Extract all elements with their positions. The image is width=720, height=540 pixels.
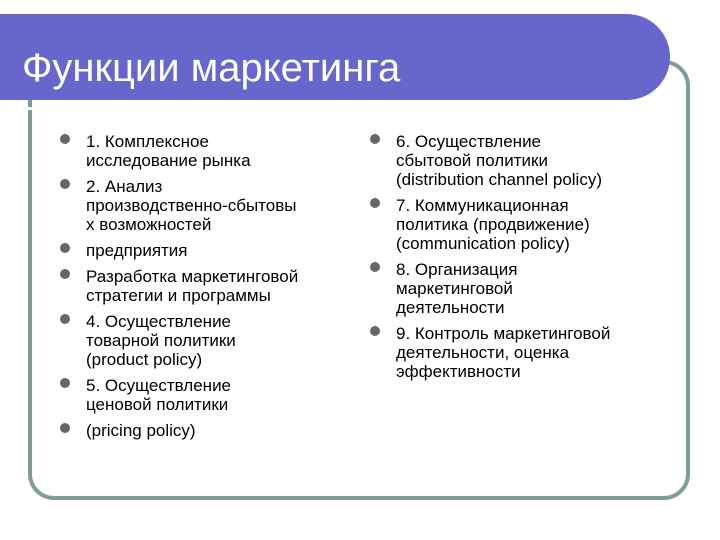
list-item-line: стратегии и программы (86, 286, 271, 305)
list-item-line: производственно-сбытовы (86, 196, 297, 215)
list-item-line: 9. Контроль маркетинговой (396, 324, 611, 343)
list-item-line: предприятия (86, 241, 188, 260)
right-bullet-list (370, 132, 660, 381)
list-item-line: х возможностей (86, 215, 212, 234)
list-item-line: сбытовой политики (396, 151, 548, 170)
list-item-line: 2. Анализ (86, 177, 163, 196)
right-column (370, 132, 660, 388)
list-item-line: маркетинговой (396, 279, 513, 298)
bullet-icon (60, 378, 70, 388)
title-underline (0, 107, 636, 110)
list-item-line: товарной политики (86, 331, 236, 350)
list-item-line: 1. Комплексное (86, 132, 209, 151)
list-item (60, 421, 346, 440)
list-item-line: (product policy) (86, 350, 203, 369)
list-item (60, 312, 346, 369)
left-bullet-list (60, 132, 346, 440)
slide-title: Функции маркетинга (22, 46, 401, 90)
bullet-icon (370, 326, 380, 336)
list-item-line: деятельности, оценка (396, 343, 570, 362)
list-item-line: (distribution channel policy) (396, 170, 602, 189)
list-item-line: 8. Организация (396, 260, 518, 279)
list-item-line: 5. Осуществление (86, 376, 232, 395)
bullet-icon (370, 134, 380, 144)
list-item (60, 267, 346, 305)
list-item (60, 241, 346, 260)
list-item (60, 376, 346, 414)
bullet-icon (60, 314, 70, 324)
list-item-line: эффективности (396, 362, 521, 381)
list-item (370, 260, 660, 317)
list-item-line: политика (продвижение) (396, 215, 590, 234)
list-item-line: деятельности (396, 298, 505, 317)
bullet-icon (60, 269, 70, 279)
title-bar (0, 14, 670, 100)
bullet-icon (60, 179, 70, 189)
bullet-icon (60, 243, 70, 253)
list-item-line: (communication policy) (396, 234, 570, 253)
bullet-icon (60, 423, 70, 433)
list-item (370, 196, 660, 253)
list-item-line: 7. Коммуникационная (396, 196, 569, 215)
left-column (60, 132, 346, 447)
list-item (370, 324, 660, 381)
bullet-icon (370, 262, 380, 272)
list-item-line: (pricing policy) (86, 421, 196, 440)
list-item (60, 177, 346, 234)
list-item-line: ценовой политики (86, 395, 229, 414)
list-item (60, 132, 346, 170)
bullet-icon (370, 198, 380, 208)
list-item-line: исследование рынка (86, 151, 251, 170)
list-item-line: Разработка маркетинговой (86, 267, 299, 286)
bullet-icon (60, 134, 70, 144)
list-item (370, 132, 660, 189)
list-item-line: 6. Осуществление (396, 132, 542, 151)
list-item-line: 4. Осуществление (86, 312, 232, 331)
